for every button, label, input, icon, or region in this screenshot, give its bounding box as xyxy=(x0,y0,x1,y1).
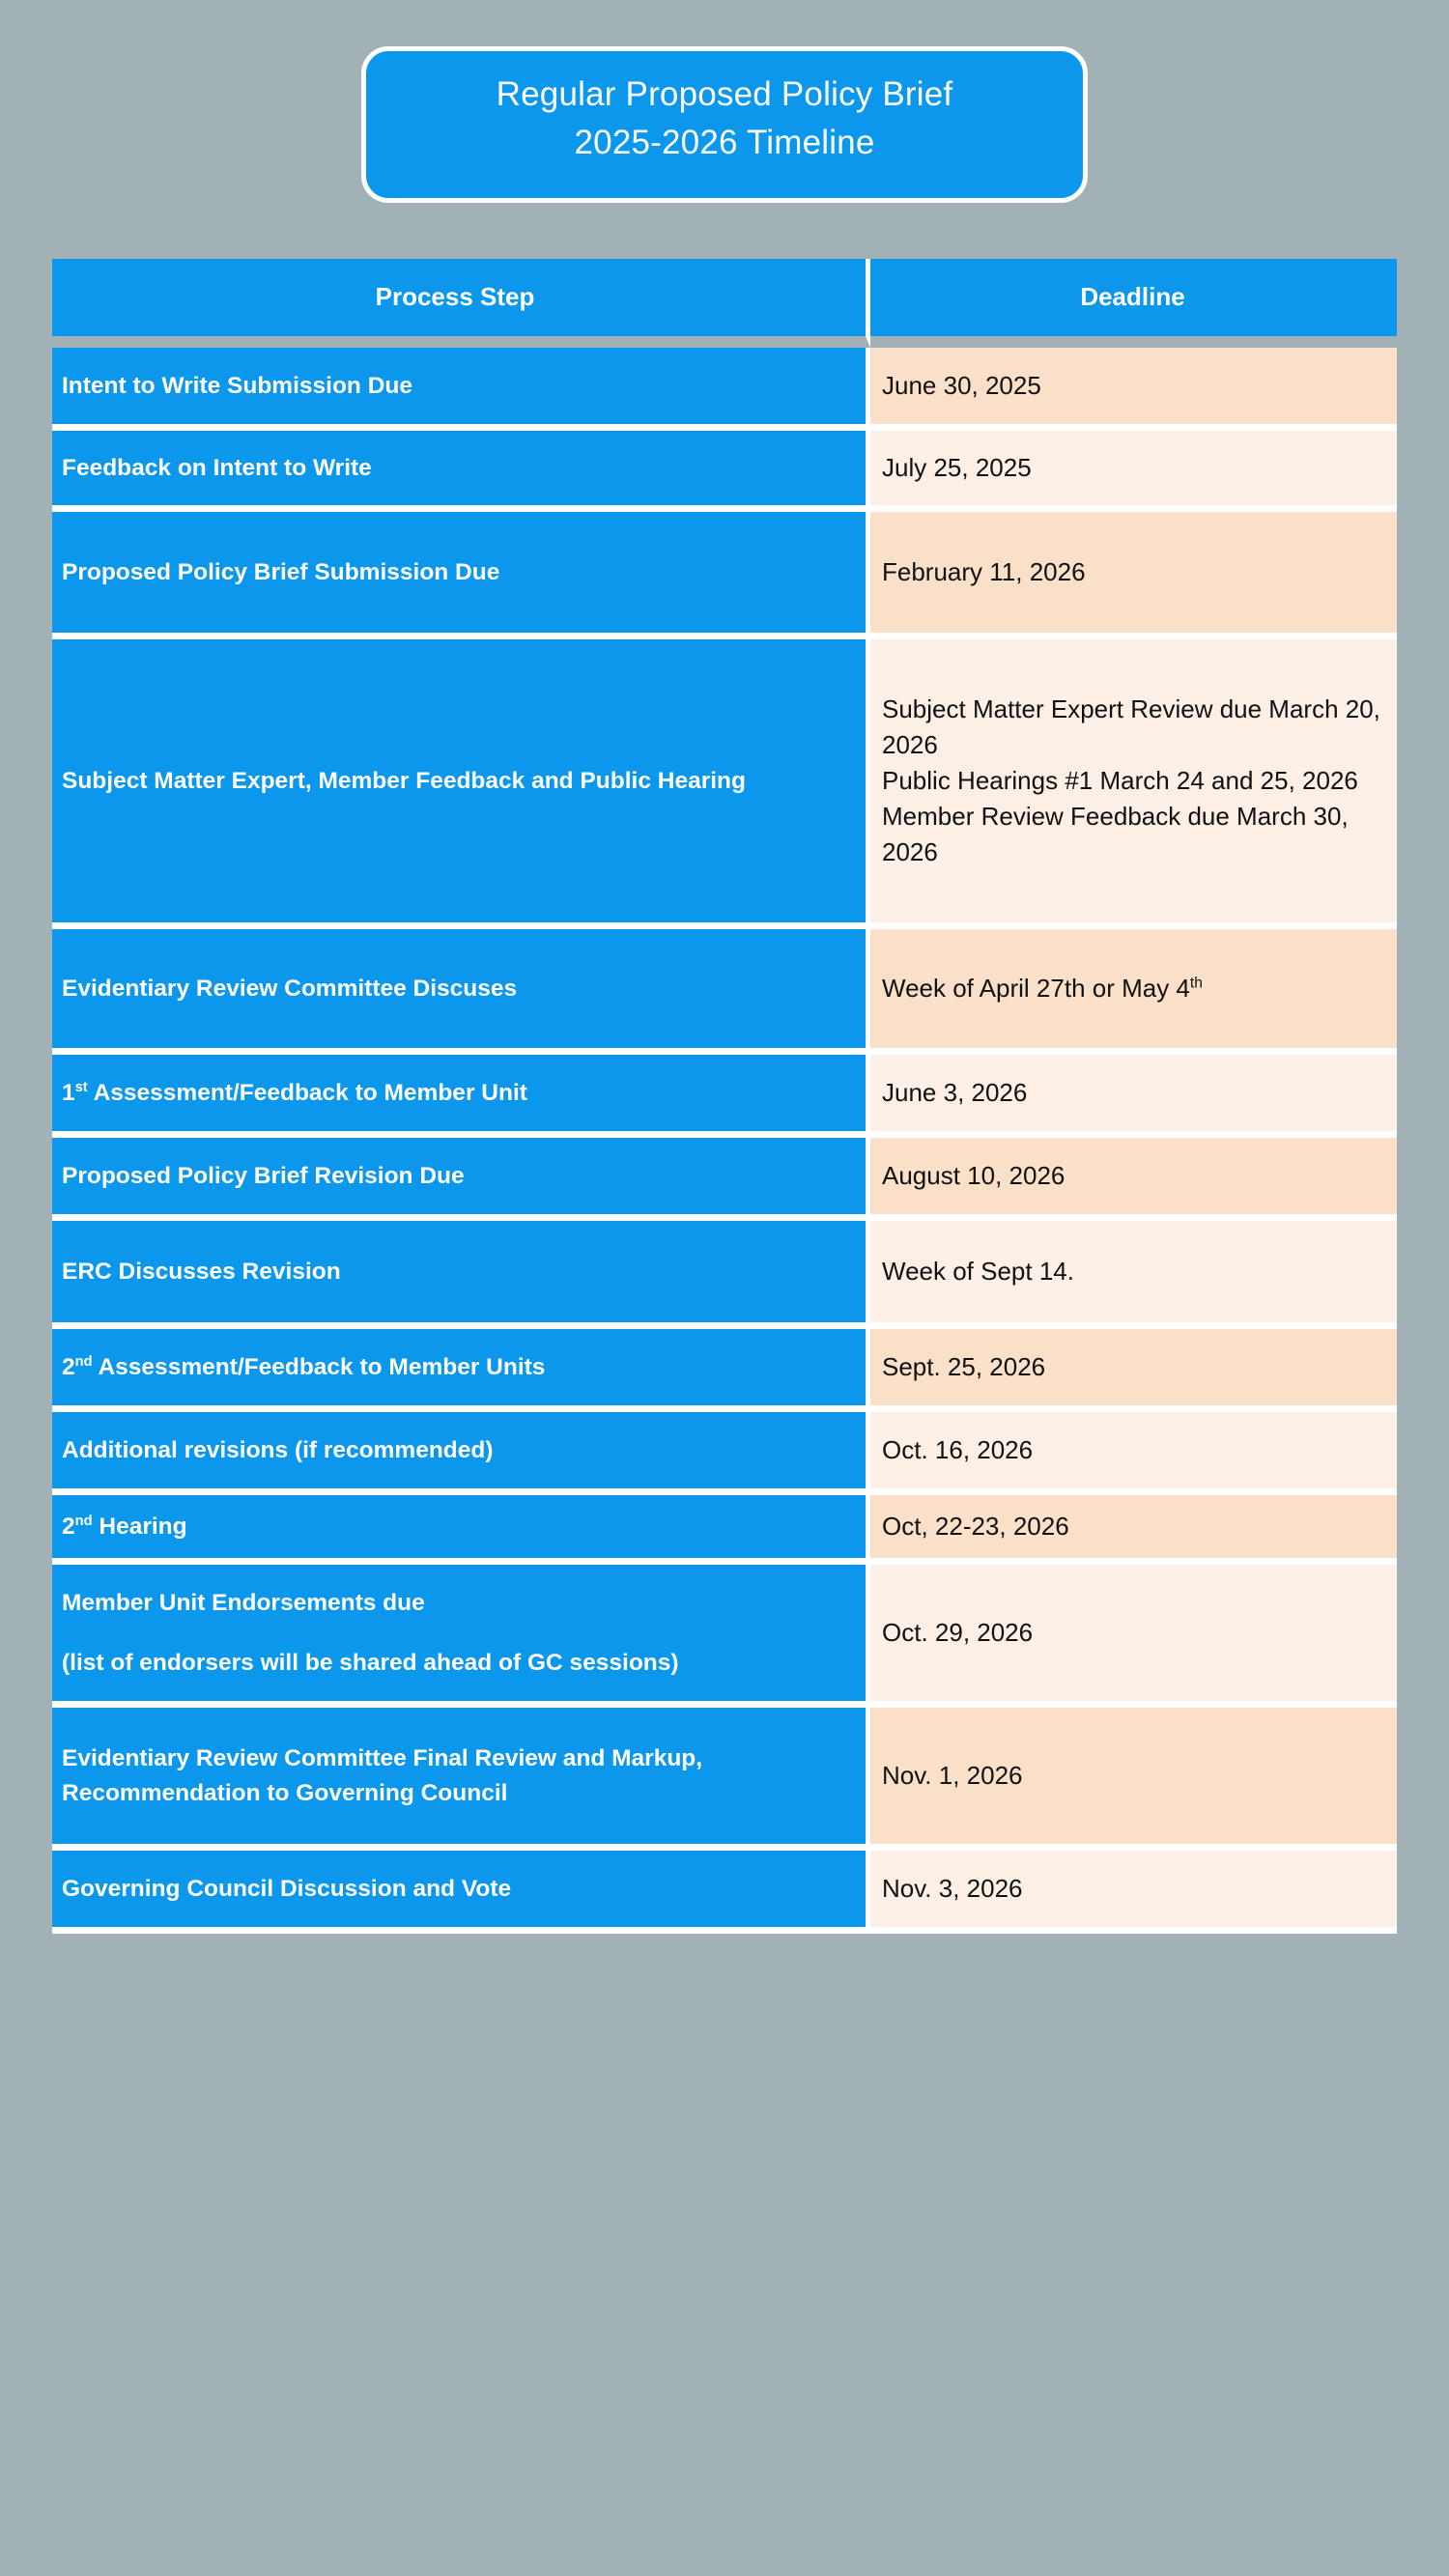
ordinal-suffix: nd xyxy=(74,1513,93,1529)
process-step-text: Subject Matter Expert, Member Feedback and Public Hearing xyxy=(62,767,746,794)
timeline-table xyxy=(52,259,1397,1934)
cell-process-step xyxy=(52,1138,870,1221)
cell-process-step xyxy=(52,348,870,431)
ordinal-suffix: nd xyxy=(74,1353,93,1370)
table-row xyxy=(52,1412,1397,1495)
cell-process-step xyxy=(52,512,870,639)
table-header-row xyxy=(52,259,1397,348)
table-row xyxy=(52,1708,1397,1851)
deadline-text: Week of Sept 14. xyxy=(882,1256,1074,1286)
cell-deadline xyxy=(870,1221,1397,1329)
table-row xyxy=(52,348,1397,431)
process-step-text: Proposed Policy Brief Submission Due xyxy=(62,558,500,585)
cell-deadline xyxy=(870,512,1397,639)
table-row xyxy=(52,1495,1397,1565)
cell-process-step xyxy=(52,639,870,929)
deadline-text: Nov. 1, 2026 xyxy=(882,1760,1023,1790)
table-row xyxy=(52,1055,1397,1138)
ordinal-suffix: st xyxy=(74,1079,88,1095)
cell-process-step xyxy=(52,1708,870,1851)
cell-deadline xyxy=(870,1055,1397,1138)
cell-deadline xyxy=(870,929,1397,1055)
process-step-paragraph: Member Unit Endorsements due xyxy=(62,1589,425,1616)
process-step-text: Additional revisions (if recommended) xyxy=(62,1436,494,1463)
process-step-text: ERC Discusses Revision xyxy=(62,1258,341,1285)
cell-process-step xyxy=(52,1412,870,1495)
deadline-text: June 3, 2026 xyxy=(882,1077,1028,1107)
table-row xyxy=(52,512,1397,639)
process-step-text: Intent to Write Submission Due xyxy=(62,372,412,399)
table-body xyxy=(52,348,1397,1934)
deadline-text: Nov. 3, 2026 xyxy=(882,1873,1023,1903)
table-row xyxy=(52,639,1397,929)
cell-deadline xyxy=(870,639,1397,929)
cell-deadline xyxy=(870,431,1397,512)
column-header-deadline: Deadline xyxy=(870,259,1397,348)
title-line-2: 2025-2026 Timeline xyxy=(574,123,875,161)
cell-process-step xyxy=(52,1565,870,1708)
deadline-line: Member Review Feedback due March 30, 2026 xyxy=(882,802,1349,867)
cell-process-step xyxy=(52,1495,870,1565)
deadline-text xyxy=(882,692,1383,871)
title-line-1: Regular Proposed Policy Brief xyxy=(496,75,953,113)
cell-process-step xyxy=(52,1329,870,1412)
table-row xyxy=(52,1221,1397,1329)
cell-deadline xyxy=(870,1329,1397,1412)
cell-deadline xyxy=(870,1708,1397,1851)
process-step-text: Evidentiary Review Committee Discuses xyxy=(62,975,518,1002)
deadline-line: Subject Matter Expert Review due March 20, 2026 xyxy=(882,694,1380,759)
deadline-text: August 10, 2026 xyxy=(882,1160,1065,1190)
cell-process-step xyxy=(52,431,870,512)
title-banner xyxy=(361,46,1088,203)
deadline-text: Sept. 25, 2026 xyxy=(882,1351,1046,1381)
process-step-text xyxy=(62,1586,679,1681)
process-step-text: Proposed Policy Brief Revision Due xyxy=(62,1162,465,1189)
process-step-text: 1st Assessment/Feedback to Member Unit xyxy=(62,1079,527,1106)
cell-deadline xyxy=(870,1412,1397,1495)
deadline-text: June 30, 2025 xyxy=(882,370,1041,400)
deadline-text: Oct. 16, 2026 xyxy=(882,1434,1034,1464)
cell-process-step xyxy=(52,1055,870,1138)
process-step-text: 2nd Hearing xyxy=(62,1513,187,1540)
deadline-text: February 11, 2026 xyxy=(882,556,1086,586)
column-header-process-step: Process Step xyxy=(52,259,870,348)
cell-deadline xyxy=(870,348,1397,431)
process-step-text: Feedback on Intent to Write xyxy=(62,454,372,481)
deadline-text: July 25, 2025 xyxy=(882,452,1032,482)
process-step-paragraph: (list of endorsers will be shared ahead of GC sessions) xyxy=(62,1649,679,1676)
cell-deadline xyxy=(870,1138,1397,1221)
table-row xyxy=(52,1138,1397,1221)
process-step-text: Evidentiary Review Committee Final Review and Markup, Recommendation to Governing Council xyxy=(62,1744,703,1806)
cell-deadline xyxy=(870,1851,1397,1934)
process-step-text: 2nd Assessment/Feedback to Member Units xyxy=(62,1353,546,1380)
cell-process-step xyxy=(52,1221,870,1329)
cell-process-step xyxy=(52,1851,870,1934)
deadline-text: Week of April 27th or May 4th xyxy=(882,973,1203,1003)
ordinal-suffix: th xyxy=(1189,975,1203,992)
table-row xyxy=(52,929,1397,1055)
deadline-text: Oct. 29, 2026 xyxy=(882,1617,1034,1647)
cell-process-step xyxy=(52,929,870,1055)
process-step-text: Governing Council Discussion and Vote xyxy=(62,1875,512,1902)
table-row xyxy=(52,431,1397,512)
cell-deadline xyxy=(870,1565,1397,1708)
deadline-line: Public Hearings #1 March 24 and 25, 2026 xyxy=(882,765,1358,795)
table-row xyxy=(52,1329,1397,1412)
table-row xyxy=(52,1565,1397,1708)
table-row xyxy=(52,1851,1397,1934)
cell-deadline xyxy=(870,1495,1397,1565)
deadline-text: Oct, 22-23, 2026 xyxy=(882,1511,1069,1541)
